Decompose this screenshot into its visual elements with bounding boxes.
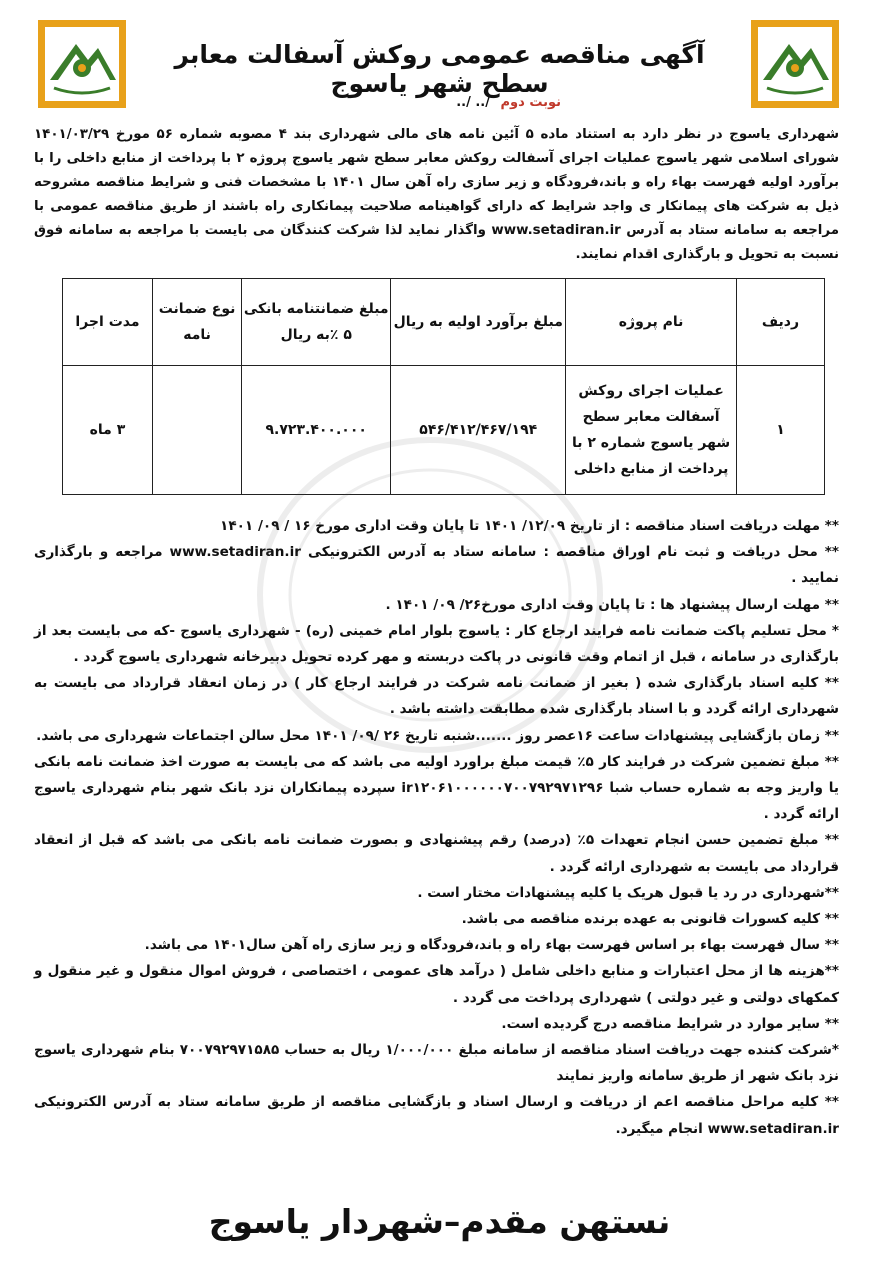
- list-item: ** مهلت ارسال پیشنهاد ها : تا پایان وقت اداری مورخ۲۶/ ۰۹/ ۱۴۰۱ .: [385, 596, 839, 613]
- cell-duration: ۳ ماه: [63, 366, 153, 495]
- cell-guarantee-amount: ۹.۷۲۳.۴۰۰.۰۰۰: [242, 366, 391, 495]
- list-item: ** مبلغ تضمین حسن انجام تعهدات ۵٪ (درصد) رقم پیشنهادی و بصورت ضمانت نامه بانکی می باشد که قبل از انعقاد قرارداد می بایست به شهرداری ارائه گردد .: [34, 832, 839, 875]
- cell-guarantee-type: [152, 366, 241, 495]
- list-item: **هزینه ها از محل اعتبارات و منابع داخلی شامل ( درآمد های عمومی ، اختصاصی ، فروش اموال منقول و غیر منقول و کمکهای دولتی و غیر دولتی ) شهرداری پرداخت می گردد .: [34, 963, 839, 1006]
- list-item: ** مهلت دریافت اسناد مناقصه : از تاریخ ۱۲/۰۹/ ۱۴۰۱ تا پایان وقت اداری مورخ ۱۶ / ۰۹/ ۱۴۰۱: [220, 518, 839, 534]
- list-item: *شرکت کننده جهت دریافت اسناد مناقصه از سامانه مبلغ ۱/۰۰۰/۰۰۰ ریال به حساب ۷۰۰۷۹۲۹۷۱۵۸۵ بنام شهرداری یاسوج نزد بانک شهر از طریق سامانه واریز نمایند: [34, 1042, 839, 1085]
- list-item: ** کلیه کسورات قانونی به عهده برنده مناقصه می باشد.: [461, 911, 839, 928]
- municipality-logo-icon: [36, 18, 128, 110]
- list-item: **شهرداری در رد یا قبول هریک یا کلیه پیشنهادات مختار است .: [417, 884, 839, 901]
- col-header-estimate: مبلغ برآورد اولیه به ریال: [391, 279, 566, 366]
- mayor-signature: نستهن مقدم–شهردار یاسوج: [208, 1202, 671, 1241]
- list-item: ** مبلغ تضمین شرکت در فرایند کار ۵٪ قیمت مبلغ براورد اولیه می باشد که می بایست به صورت اخذ ضمانت نامه بانکی یا واریز وجه به شماره حساب شبا ir۱۲۰۶۱۰۰۰۰۰۰۷۰۰۷۹۲۹۷۱۲۹۶ سپرده پیمانکاران نزد بانک شهر بنام شهرداری یاسوج ارائه گردد .: [34, 753, 839, 823]
- notice-title: آگهی مناقصه عمومی روکش آسفالت معابر سطح شهر یاسوج: [174, 40, 705, 98]
- round-date: /.. /..: [456, 95, 490, 110]
- intro-paragraph: شهرداری یاسوج در نظر دارد به استناد ماده ۵ آئین نامه های مالی شهرداری بند ۴ مصوبه شماره ۵۶ مورخ ۱۴۰۱/۰۳/۲۹ شورای اسلامی شهر یاسوج عملیات اجرای آسفالت روکش معابر سطح شهر یاسوج پروژه ۲ با پرداخت از منابع داخلی را با برآورد اولیه فهرست بهاء راه و باند،فرودگاه و زیر سازی راه آهن سال ۱۴۰۱ با مشخصات فنی و شرایط مناقصه مشروحه ذیل به شرکت های پیمانکار ی واجد شرایط که دارای گواهینامه صلاحیت پیمانکاری راه باشند از طریق مناقصه عمومی با مراجعه به سامانه ستاد به آدرس www.setadiran.ir واگذار نماید لذا شرکت کنندگان می بایست با مراجعه به سامانه فوق نسبت به تحویل و بارگذاری اقدام نمایند.: [34, 127, 840, 262]
- list-item: ** زمان بازگشایی پیشنهادات ساعت ۱۶عصر روز .......شنبه تاریخ ۲۶ /۰۹/ ۱۴۰۱ محل سالن اجتماعات شهرداری می باشد.: [36, 727, 839, 744]
- col-header-guarantee-type: نوع ضمانت نامه: [152, 279, 241, 366]
- list-item: ** محل دریافت و ثبت نام اوراق مناقصه : سامانه ستاد به آدرس الکترونیکی www.setadiran.ir مراجعه و بارگذاری نمایید .: [34, 544, 839, 587]
- list-item: ** کلیه مراحل مناقصه اعم از دریافت و ارسال اسناد و بازگشایی مناقصه از طریق سامانه ستاد به آدرس الکترونیکی www.setadiran.ir انجام میگیرد.: [34, 1094, 839, 1137]
- publication-round: [456, 95, 561, 110]
- round-label: نوبت دوم: [500, 95, 561, 110]
- municipality-logo-right: [749, 18, 841, 110]
- col-header-project: نام پروژه: [566, 279, 737, 366]
- municipality-logo-icon: [749, 18, 841, 110]
- list-item: ** سایر موارد در شرایط مناقصه درج گردیده است.: [501, 1015, 839, 1032]
- municipality-logo-left: [36, 18, 128, 110]
- conditions-list: [34, 513, 839, 1142]
- col-header-duration: مدت اجرا: [63, 279, 153, 366]
- cell-estimate: ۵۴۶/۴۱۲/۴۶۷/۱۹۴: [391, 366, 566, 495]
- col-header-guarantee-amount: مبلغ ضمانتنامه بانکی ۵ ٪به ریال: [242, 279, 391, 366]
- table-header-row: [63, 279, 825, 366]
- list-item: ** سال فهرست بهاء بر اساس فهرست بهاء راه و باند،فرودگاه و زیر سازی راه آهن سال۱۴۰۱ می باشد.: [144, 937, 839, 954]
- table-row: [63, 366, 825, 495]
- col-header-row-no: ردیف: [736, 279, 824, 366]
- list-item: * محل تسلیم پاکت ضمانت نامه فرایند ارجاع کار : یاسوج بلوار امام خمینی (ره) - شهرداری یاسوج -که می بایست بعد از بارگذاری در سامانه ، قبل از اتمام وقت قانونی در پاکت دربسته و مهر کرده تحویل دبیرخانه شهرداری یاسوج گردد .: [34, 622, 839, 666]
- list-item: ** کلیه اسناد بارگذاری شده ( بغیر از ضمانت نامه شرکت در فرایند ارجاع کار ) در زمان انعقاد قرارداد می بایست به شهرداری ارائه گردد و با اسناد بارگذاری شده مطابقت داشته باشد .: [34, 675, 839, 718]
- tender-table: [62, 278, 825, 495]
- cell-row-no: ۱: [736, 366, 824, 495]
- cell-project: عملیات اجرای روکش آسفالت معابر سطح شهر یاسوج شماره ۲ با پرداخت از منابع داخلی: [566, 366, 737, 495]
